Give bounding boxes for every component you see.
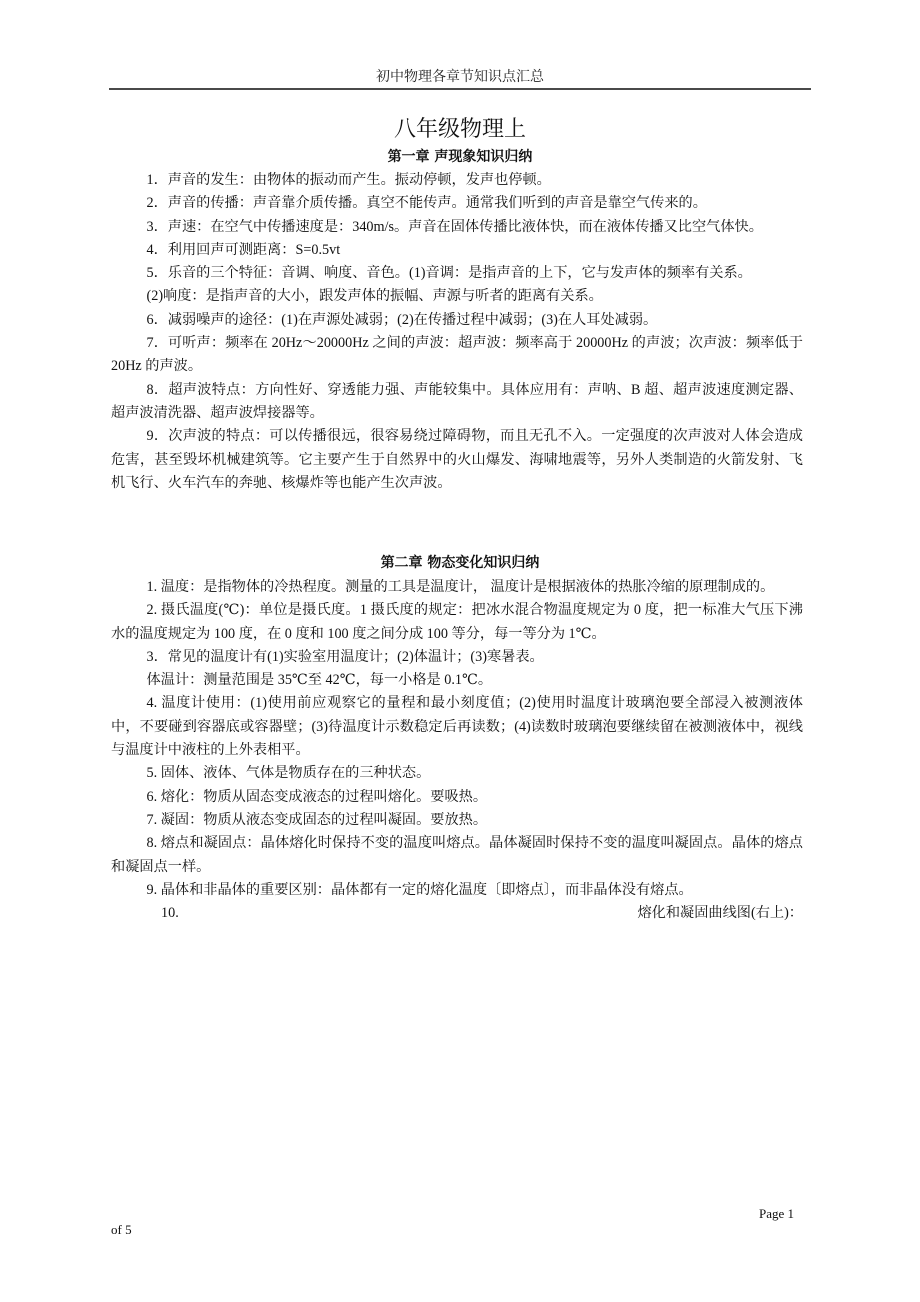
paragraph: 9. 晶体和非晶体的重要区别：晶体都有一定的熔化温度〔即熔点〕，而非晶体没有熔点。 [146, 881, 693, 898]
paragraph: 9．次声波的特点：可以传播很远，很容易绕过障碍物，而且无孔不入。一定强度的次声波对人体会造成危害，甚至毁坏机械建筑等。它主要产生于自然界中的火山爆发、海啸地震等，另外人类制造的火箭发射、飞机飞行、火车汽车的奔驰、核爆炸等也能产生次声波。 [111, 428, 803, 491]
paragraph: 1．声音的发生：由物体的振动而产生。振动停顿，发声也停顿。 [146, 172, 551, 188]
page-total: of 5 [111, 1222, 132, 1237]
paragraph: 8．超声波特点：方向性好、穿透能力强、声能较集中。具体应用有：声呐、B 超、超声波速度测定器、超声波清洗器、超声波焊接器等。 [111, 381, 803, 421]
chapter-1-body [111, 169, 803, 495]
running-header: 初中物理各章节知识点汇总 [376, 69, 544, 85]
paragraph: 2. 摄氏温度(℃)：单位是摄氏度。1 摄氏度的规定：把冰水混合物温度规定为 0 度，把一标准大气压下沸水的温度规定为 100 度，在 0 度和 100 度之间分成 100 等分，每一等分为 1℃。 [111, 602, 803, 642]
paragraph: 4．利用回声可测距离：S=0.5vt [146, 241, 341, 258]
paragraph: 7．可听声：频率在 20Hz～20000Hz 之间的声波：超声波：频率高于 20000Hz 的声波；次声波：频率低于 20Hz 的声波。 [111, 335, 803, 375]
paragraph: 7. 凝固：物质从液态变成固态的过程叫凝固。要放热。 [146, 811, 488, 828]
paragraph: 1. 温度：是指物体的冷热程度。测量的工具是温度计， 温度计是根据液体的热胀冷缩的原理制成的。 [146, 579, 775, 595]
paragraph-item-10 [111, 902, 803, 925]
paragraph: 2．声音的传播：声音靠介质传播。真空不能传声。通常我们听到的声音是靠空气传来的。 [146, 195, 707, 212]
header-divider [109, 88, 811, 90]
paragraph: (2)响度：是指声音的大小，跟发声体的振幅、声源与听者的距离有关系。 [146, 288, 603, 305]
item-number: 10. [161, 905, 179, 922]
page-number: Page 1 [758, 1206, 794, 1221]
chapter-2-heading: 第二章 物态变化知识归纳 [380, 555, 540, 571]
chapter-2-body [111, 576, 803, 925]
paragraph: 3．常见的温度计有(1)实验室用温度计；(2)体温计；(3)寒暑表。 [146, 648, 544, 665]
paragraph: 6. 熔化：物质从固态变成液态的过程叫熔化。要吸热。 [146, 788, 488, 805]
paragraph: 4. 温度计使用：(1)使用前应观察它的量程和最小刻度值；(2)使用时温度计玻璃泡要全部浸入被测液体中，不要碰到容器底或容器壁；(3)待温度计示数稳定后再读数；(4)读数时玻璃泡要继续留在被测液体中，视线与温度计中液柱的上外表相平。 [111, 695, 803, 759]
paragraph: 8. 熔点和凝固点：晶体熔化时保持不变的温度叫熔点。晶体凝固时保持不变的温度叫凝固点。晶体的熔点和凝固点一样。 [111, 835, 803, 875]
paragraph: 6．减弱噪声的途径：(1)在声源处减弱；(2)在传播过程中减弱；(3)在人耳处减弱。 [146, 311, 658, 328]
paragraph: 5．乐音的三个特征：音调、响度、音色。(1)音调：是指声音的上下，它与发声体的频率有关系。 [146, 265, 752, 282]
paragraph: 体温计：测量范围是 35℃至 42℃，每一小格是 0.1℃。 [146, 672, 493, 689]
document-title: 八年级物理上 [393, 117, 526, 142]
paragraph: 3．声速：在空气中传播速度是：340m/s。声音在固体传播比液体快，而在液体传播又比空气体快。 [146, 218, 763, 235]
chapter-1-heading: 第一章 声现象知识归纳 [387, 149, 533, 165]
paragraph: 5. 固体、液体、气体是物质存在的三种状态。 [146, 765, 431, 782]
item-text: 熔化和凝固曲线图(右上)： [637, 905, 803, 922]
